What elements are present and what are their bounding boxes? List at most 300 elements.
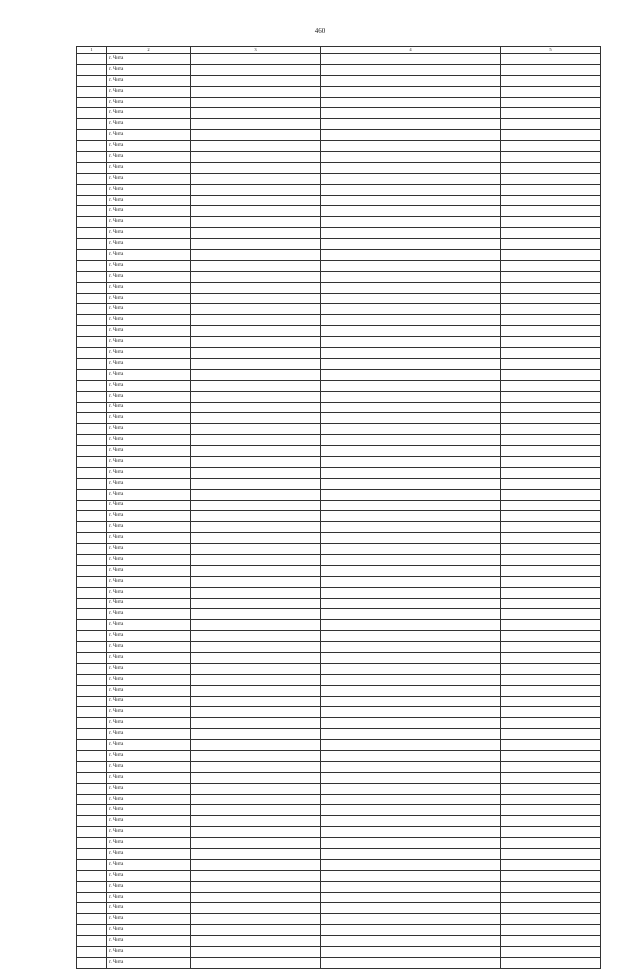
row-number-cell (77, 947, 107, 958)
work-type-cell (321, 772, 501, 783)
period-cell (501, 544, 601, 555)
city-cell: г. Чита (107, 696, 191, 707)
period-cell (501, 565, 601, 576)
row-number-cell (77, 402, 107, 413)
work-type-cell (321, 119, 501, 130)
city-cell: г. Чита (107, 729, 191, 740)
row-number-cell (77, 881, 107, 892)
city-cell: г. Чита (107, 685, 191, 696)
work-type-cell (321, 947, 501, 958)
address-cell (191, 598, 321, 609)
address-cell (191, 108, 321, 119)
address-cell (191, 881, 321, 892)
address-cell (191, 391, 321, 402)
row-number-cell (77, 173, 107, 184)
period-cell (501, 239, 601, 250)
table-row (77, 228, 601, 239)
table-row (77, 544, 601, 555)
address-cell (191, 914, 321, 925)
address-cell (191, 565, 321, 576)
period-cell (501, 511, 601, 522)
address-cell (191, 369, 321, 380)
work-type-cell (321, 228, 501, 239)
address-cell (191, 587, 321, 598)
city-cell: г. Чита (107, 435, 191, 446)
address-cell (191, 740, 321, 751)
table-row (77, 402, 601, 413)
address-cell (191, 478, 321, 489)
address-cell (191, 315, 321, 326)
period-cell (501, 707, 601, 718)
city-cell: г. Чита (107, 75, 191, 86)
row-number-cell (77, 620, 107, 631)
table-row (77, 108, 601, 119)
city-cell: г. Чита (107, 805, 191, 816)
period-cell (501, 663, 601, 674)
work-type-cell (321, 250, 501, 261)
city-cell: г. Чита (107, 827, 191, 838)
row-number-cell (77, 511, 107, 522)
address-cell (191, 838, 321, 849)
city-cell: г. Чита (107, 348, 191, 359)
table-row (77, 271, 601, 282)
address-cell (191, 348, 321, 359)
table-row (77, 522, 601, 533)
city-cell: г. Чита (107, 533, 191, 544)
work-type-cell (321, 413, 501, 424)
table-row (77, 413, 601, 424)
address-cell (191, 892, 321, 903)
work-type-cell (321, 489, 501, 500)
period-cell (501, 467, 601, 478)
row-number-cell (77, 565, 107, 576)
period-cell (501, 97, 601, 108)
work-type-cell (321, 544, 501, 555)
work-type-cell (321, 751, 501, 762)
work-type-cell (321, 783, 501, 794)
period-cell (501, 794, 601, 805)
table-row (77, 794, 601, 805)
work-type-cell (321, 130, 501, 141)
address-cell (191, 751, 321, 762)
table-row (77, 642, 601, 653)
work-type-cell (321, 162, 501, 173)
address-cell (191, 304, 321, 315)
address-cell (191, 729, 321, 740)
row-number-cell (77, 184, 107, 195)
row-number-cell (77, 478, 107, 489)
work-type-cell (321, 315, 501, 326)
period-cell (501, 380, 601, 391)
address-cell (191, 936, 321, 947)
table-row (77, 173, 601, 184)
address-cell (191, 293, 321, 304)
work-type-cell (321, 849, 501, 860)
work-type-cell (321, 337, 501, 348)
work-type-cell (321, 827, 501, 838)
table-row (77, 783, 601, 794)
address-cell (191, 620, 321, 631)
city-cell: г. Чита (107, 489, 191, 500)
city-cell: г. Чита (107, 914, 191, 925)
row-number-cell (77, 260, 107, 271)
table-row (77, 663, 601, 674)
period-cell (501, 369, 601, 380)
row-number-cell (77, 544, 107, 555)
period-cell (501, 162, 601, 173)
address-cell (191, 500, 321, 511)
city-cell: г. Чита (107, 500, 191, 511)
table-row (77, 326, 601, 337)
row-number-cell (77, 75, 107, 86)
city-cell: г. Чита (107, 554, 191, 565)
table-row (77, 217, 601, 228)
work-type-cell (321, 685, 501, 696)
work-type-cell (321, 816, 501, 827)
city-cell: г. Чита (107, 849, 191, 860)
table-row (77, 533, 601, 544)
address-cell (191, 642, 321, 653)
row-number-cell (77, 348, 107, 359)
table-row (77, 838, 601, 849)
table-row (77, 478, 601, 489)
city-cell: г. Чита (107, 751, 191, 762)
period-cell (501, 271, 601, 282)
row-number-cell (77, 957, 107, 968)
work-type-cell (321, 870, 501, 881)
table-row (77, 304, 601, 315)
address-cell (191, 663, 321, 674)
period-cell (501, 631, 601, 642)
row-number-cell (77, 598, 107, 609)
city-cell: г. Чита (107, 838, 191, 849)
row-number-cell (77, 718, 107, 729)
work-type-cell (321, 500, 501, 511)
period-cell (501, 489, 601, 500)
row-number-cell (77, 141, 107, 152)
period-cell (501, 914, 601, 925)
work-type-cell (321, 293, 501, 304)
period-cell (501, 696, 601, 707)
period-cell (501, 337, 601, 348)
work-type-cell (321, 380, 501, 391)
work-type-cell (321, 173, 501, 184)
row-number-cell (77, 489, 107, 500)
row-number-cell (77, 369, 107, 380)
period-cell (501, 152, 601, 163)
period-cell (501, 195, 601, 206)
row-number-cell (77, 119, 107, 130)
table-row (77, 881, 601, 892)
address-cell (191, 250, 321, 261)
address-cell (191, 859, 321, 870)
row-number-cell (77, 783, 107, 794)
table-row (77, 54, 601, 65)
table-row (77, 184, 601, 195)
work-type-cell (321, 805, 501, 816)
address-cell (191, 947, 321, 958)
city-cell: г. Чита (107, 217, 191, 228)
work-type-cell (321, 424, 501, 435)
row-number-cell (77, 925, 107, 936)
period-cell (501, 478, 601, 489)
column-number-2: 2 (107, 47, 191, 54)
row-number-cell (77, 130, 107, 141)
row-number-cell (77, 424, 107, 435)
column-number-4: 4 (321, 47, 501, 54)
table-row (77, 467, 601, 478)
work-type-cell (321, 663, 501, 674)
table-row (77, 141, 601, 152)
work-type-cell (321, 391, 501, 402)
address-cell (191, 772, 321, 783)
period-cell (501, 892, 601, 903)
work-type-cell (321, 358, 501, 369)
city-cell: г. Чита (107, 446, 191, 457)
period-cell (501, 184, 601, 195)
table-row (77, 195, 601, 206)
table-row (77, 424, 601, 435)
row-number-cell (77, 838, 107, 849)
period-cell (501, 326, 601, 337)
work-type-cell (321, 620, 501, 631)
row-number-cell (77, 685, 107, 696)
row-number-cell (77, 914, 107, 925)
work-type-cell (321, 239, 501, 250)
work-type-cell (321, 304, 501, 315)
city-cell: г. Чита (107, 358, 191, 369)
table-row (77, 947, 601, 958)
period-cell (501, 86, 601, 97)
address-cell (191, 228, 321, 239)
city-cell: г. Чита (107, 228, 191, 239)
row-number-cell (77, 108, 107, 119)
period-cell (501, 587, 601, 598)
period-cell (501, 402, 601, 413)
period-cell (501, 358, 601, 369)
address-cell (191, 925, 321, 936)
table-row (77, 936, 601, 947)
address-cell (191, 435, 321, 446)
address-cell (191, 554, 321, 565)
work-type-cell (321, 478, 501, 489)
city-cell: г. Чита (107, 794, 191, 805)
table-row (77, 914, 601, 925)
period-cell (501, 609, 601, 620)
address-cell (191, 195, 321, 206)
work-type-cell (321, 761, 501, 772)
row-number-cell (77, 696, 107, 707)
address-cell (191, 696, 321, 707)
city-cell: г. Чита (107, 947, 191, 958)
period-cell (501, 859, 601, 870)
period-cell (501, 500, 601, 511)
table-row (77, 315, 601, 326)
period-cell (501, 456, 601, 467)
city-cell: г. Чита (107, 936, 191, 947)
address-cell (191, 805, 321, 816)
period-cell (501, 141, 601, 152)
city-cell: г. Чита (107, 337, 191, 348)
work-type-cell (321, 609, 501, 620)
city-cell: г. Чита (107, 108, 191, 119)
city-cell: г. Чита (107, 609, 191, 620)
work-type-cell (321, 206, 501, 217)
table-row (77, 162, 601, 173)
work-type-cell (321, 925, 501, 936)
city-cell: г. Чита (107, 544, 191, 555)
row-number-cell (77, 152, 107, 163)
row-number-cell (77, 239, 107, 250)
page-number: 460 (314, 27, 326, 35)
table-row (77, 64, 601, 75)
period-cell (501, 54, 601, 65)
address-cell (191, 413, 321, 424)
city-cell: г. Чита (107, 587, 191, 598)
period-cell (501, 554, 601, 565)
table-row (77, 805, 601, 816)
address-cell (191, 816, 321, 827)
row-number-cell (77, 729, 107, 740)
period-cell (501, 173, 601, 184)
period-cell (501, 685, 601, 696)
row-number-cell (77, 674, 107, 685)
period-cell (501, 522, 601, 533)
table-row (77, 75, 601, 86)
period-cell (501, 435, 601, 446)
work-type-cell (321, 108, 501, 119)
address-cell (191, 130, 321, 141)
row-number-cell (77, 642, 107, 653)
row-number-cell (77, 337, 107, 348)
address-cell (191, 86, 321, 97)
period-cell (501, 805, 601, 816)
row-number-cell (77, 652, 107, 663)
period-cell (501, 816, 601, 827)
work-type-cell (321, 936, 501, 947)
address-cell (191, 119, 321, 130)
column-number-5: 5 (501, 47, 601, 54)
city-cell: г. Чита (107, 522, 191, 533)
period-cell (501, 718, 601, 729)
address-cell (191, 533, 321, 544)
city-cell: г. Чита (107, 816, 191, 827)
city-cell: г. Чита (107, 97, 191, 108)
period-cell (501, 598, 601, 609)
row-number-cell (77, 315, 107, 326)
work-type-cell (321, 838, 501, 849)
work-type-cell (321, 348, 501, 359)
city-cell: г. Чита (107, 86, 191, 97)
address-cell (191, 184, 321, 195)
address-cell (191, 707, 321, 718)
city-cell: г. Чита (107, 957, 191, 968)
row-number-cell (77, 380, 107, 391)
table-row (77, 489, 601, 500)
city-cell: г. Чита (107, 130, 191, 141)
table-body (77, 47, 601, 969)
row-number-cell (77, 631, 107, 642)
row-number-cell (77, 707, 107, 718)
city-cell: г. Чита (107, 903, 191, 914)
row-number-cell (77, 805, 107, 816)
period-cell (501, 936, 601, 947)
table-row (77, 718, 601, 729)
address-cell (191, 173, 321, 184)
address-cell (191, 446, 321, 457)
row-number-cell (77, 751, 107, 762)
row-number-cell (77, 587, 107, 598)
table-row (77, 511, 601, 522)
table-row (77, 152, 601, 163)
city-cell: г. Чита (107, 304, 191, 315)
table-row (77, 250, 601, 261)
capital-repair-table (76, 46, 601, 969)
city-cell: г. Чита (107, 620, 191, 631)
address-cell (191, 152, 321, 163)
period-cell (501, 260, 601, 271)
table-row (77, 239, 601, 250)
table-row (77, 816, 601, 827)
work-type-cell (321, 565, 501, 576)
address-cell (191, 402, 321, 413)
period-cell (501, 642, 601, 653)
address-cell (191, 64, 321, 75)
period-cell (501, 64, 601, 75)
address-cell (191, 631, 321, 642)
row-number-cell (77, 195, 107, 206)
table-row (77, 369, 601, 380)
table-row (77, 97, 601, 108)
work-type-cell (321, 554, 501, 565)
period-cell (501, 228, 601, 239)
row-number-cell (77, 64, 107, 75)
table-row (77, 751, 601, 762)
city-cell: г. Чита (107, 162, 191, 173)
period-cell (501, 108, 601, 119)
work-type-cell (321, 260, 501, 271)
city-cell: г. Чита (107, 326, 191, 337)
row-number-cell (77, 533, 107, 544)
address-cell (191, 141, 321, 152)
table-row (77, 674, 601, 685)
address-cell (191, 75, 321, 86)
row-number-cell (77, 849, 107, 860)
work-type-cell (321, 576, 501, 587)
row-number-cell (77, 500, 107, 511)
city-cell: г. Чита (107, 64, 191, 75)
period-cell (501, 348, 601, 359)
column-number-3: 3 (191, 47, 321, 54)
city-cell: г. Чита (107, 925, 191, 936)
address-cell (191, 489, 321, 500)
city-cell: г. Чита (107, 772, 191, 783)
table-row (77, 380, 601, 391)
row-number-cell (77, 228, 107, 239)
row-number-cell (77, 816, 107, 827)
row-number-cell (77, 794, 107, 805)
period-cell (501, 925, 601, 936)
city-cell: г. Чита (107, 239, 191, 250)
row-number-cell (77, 892, 107, 903)
period-cell (501, 130, 601, 141)
period-cell (501, 827, 601, 838)
address-cell (191, 827, 321, 838)
table-row (77, 707, 601, 718)
table-row (77, 827, 601, 838)
address-cell (191, 162, 321, 173)
city-cell: г. Чита (107, 783, 191, 794)
